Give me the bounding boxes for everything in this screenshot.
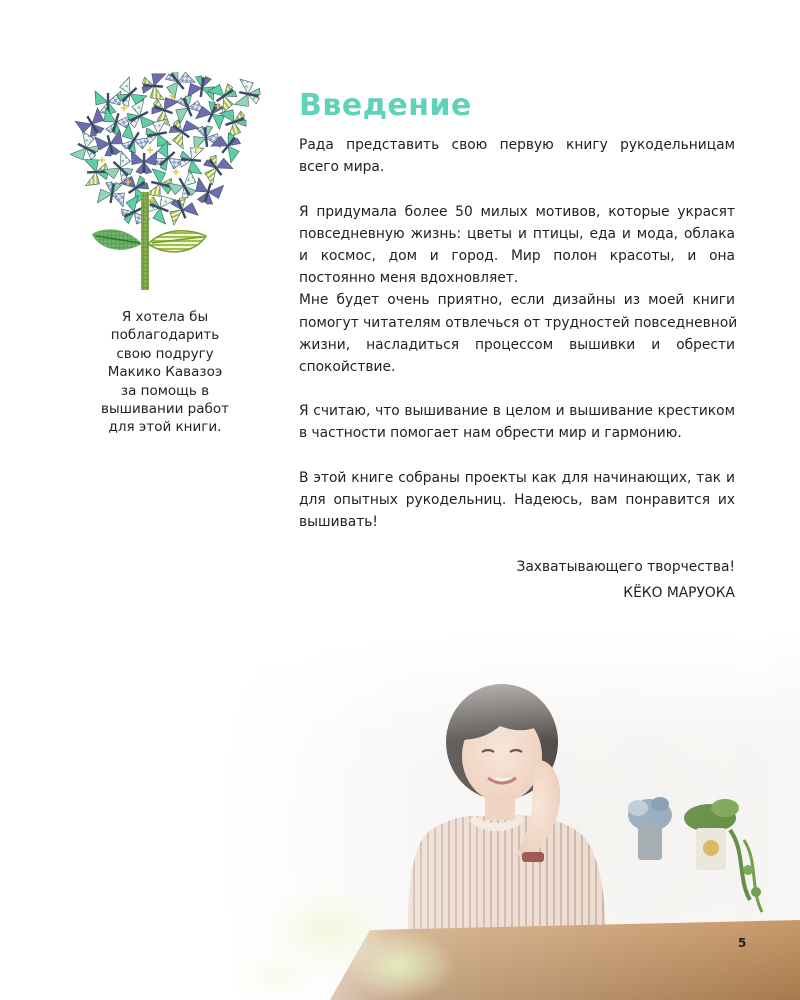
- side-note: [78, 308, 252, 437]
- text-line: Я считаю, что вышивание в целом и вышивание крестиком: [299, 403, 735, 420]
- side-note-line: поблагодарить: [110, 327, 220, 344]
- hydrangea-butterfly-illustration: [68, 72, 280, 290]
- text-line: Мне будет очень приятно, если дизайны из моей книги: [299, 292, 735, 309]
- text-line: жизни, насладиться процессом вышивки и обрести: [299, 336, 735, 353]
- right-leaf: [148, 231, 206, 252]
- side-note-line: Макико Кавазоэ: [107, 364, 223, 381]
- author-photo: [210, 630, 800, 1000]
- side-note-line: Я хотела бы: [121, 309, 209, 325]
- text-line: для опытных рукодельниц. Надеюсь, вам понравится их: [299, 492, 735, 508]
- text-line: помогут читателям отвлечься от трудностей повседневной: [299, 314, 738, 331]
- text-line: спокойствие.: [299, 358, 396, 375]
- author-signature: КЁКО МАРУОКА: [623, 584, 735, 601]
- butterfly-motif: [84, 158, 108, 185]
- text-line: всего мира.: [299, 159, 385, 176]
- page-number: 5: [738, 936, 747, 950]
- side-note-line: свою подругу: [116, 345, 214, 362]
- stitch-mark: [99, 157, 105, 163]
- text-line: Рада представить свою первую книгу рукодельницам: [299, 137, 735, 153]
- closing-wish: Захватывающего творчества!: [516, 558, 735, 575]
- text-line: и космос, дом и город. Мир полон красоты, и она: [299, 247, 735, 264]
- text-line: постоянно меня вдохновляет.: [299, 270, 519, 287]
- side-note-line: за помощь в: [120, 382, 210, 399]
- side-note-line: для этой книги.: [108, 419, 222, 436]
- butterfly-motif: [171, 92, 204, 123]
- butterfly-motif: [188, 74, 217, 100]
- hydrangea-blossom: [70, 72, 262, 229]
- text-line: Я придумала более 50 милых мотивов, которые украсят: [299, 203, 735, 220]
- stitch-mark: [173, 169, 179, 175]
- left-leaf: [92, 229, 142, 249]
- butterfly-motif: [179, 146, 204, 174]
- text-line: вышивать!: [299, 514, 378, 531]
- butterfly-motif: [198, 151, 233, 185]
- text-line: повседневную жизнь: цветы и птицы, еда и мода, облака: [299, 225, 735, 242]
- text-line: в частности помогает нам обрести мир и гармонию.: [299, 425, 682, 442]
- introduction-text: [299, 134, 738, 604]
- page-title: Введение: [299, 88, 472, 123]
- text-line: В этой книге собраны проекты как для начинающих, так и: [299, 469, 735, 486]
- butterfly-motif: [192, 178, 224, 208]
- stitch-mark: [147, 147, 153, 153]
- side-note-line: вышивании работ: [101, 401, 229, 418]
- butterfly-motif: [235, 79, 263, 109]
